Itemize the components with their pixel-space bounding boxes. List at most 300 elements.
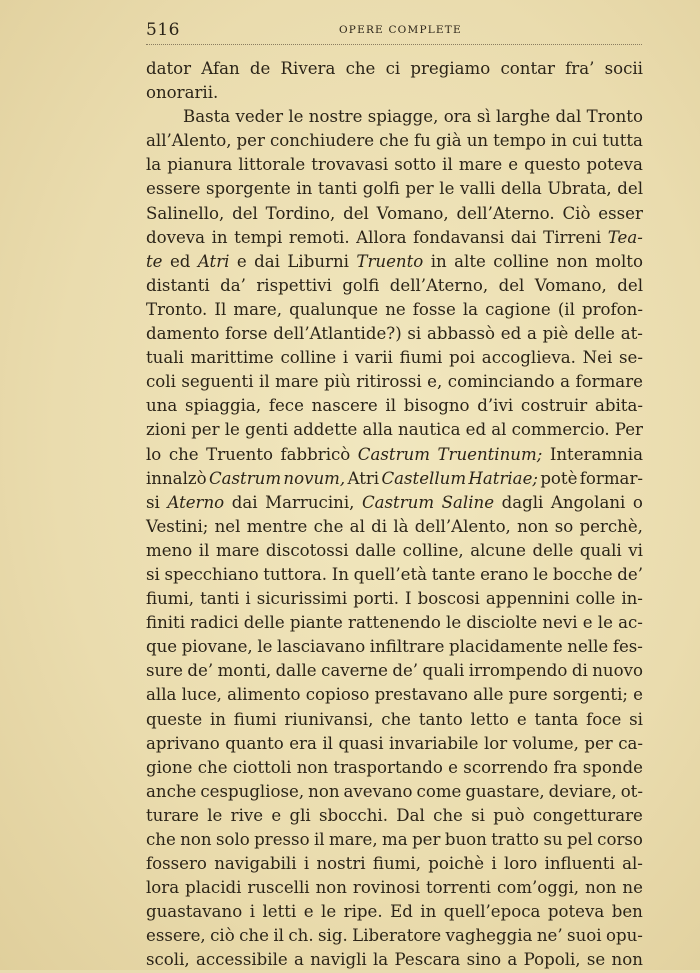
- word: si: [629, 709, 643, 729]
- word: formar-: [579, 468, 643, 488]
- italic-word: Aterno: [167, 492, 225, 512]
- word: non: [296, 757, 329, 777]
- word: delle: [243, 613, 285, 633]
- word: corso: [597, 830, 643, 849]
- word: mare: [215, 540, 260, 560]
- word: e: [633, 685, 643, 705]
- word: nostre: [308, 107, 363, 127]
- word: nautica: [398, 420, 461, 440]
- word: ma: [382, 830, 408, 849]
- word: Atri: [347, 468, 380, 488]
- word: in: [420, 902, 437, 922]
- word: alle: [473, 685, 504, 705]
- word: contar: [500, 59, 555, 78]
- word: qualunque: [289, 299, 379, 319]
- word: trovavasi: [311, 155, 389, 175]
- word: a: [507, 950, 518, 970]
- word: il: [259, 372, 270, 392]
- word: cominciando: [447, 372, 555, 392]
- word: i: [491, 854, 497, 874]
- word: i: [249, 902, 256, 922]
- word: riunivansi,: [284, 709, 374, 729]
- word: alla: [146, 685, 177, 705]
- word: invariabile: [389, 733, 479, 753]
- text-line: [146, 611, 643, 635]
- word: bocche: [552, 564, 613, 584]
- word: rispettivi: [256, 275, 332, 295]
- word: e: [582, 613, 593, 633]
- text-line: [146, 250, 643, 274]
- word: poteva: [586, 155, 643, 175]
- word: le: [597, 613, 613, 633]
- word: non: [517, 516, 549, 536]
- word: il: [385, 396, 397, 416]
- word: Dal: [396, 805, 425, 825]
- word: che: [313, 516, 344, 536]
- word: e: [271, 805, 282, 825]
- word: in: [550, 131, 567, 151]
- word: spiaggia,: [185, 396, 262, 416]
- text-line: [146, 876, 643, 900]
- word: pregiamo: [410, 59, 491, 78]
- word: sotto: [394, 155, 437, 175]
- word: il: [198, 540, 210, 560]
- word: d’ivi: [477, 396, 514, 416]
- italic-word: Tea-: [607, 227, 643, 247]
- text-line: [146, 418, 643, 442]
- word: quanto: [225, 733, 284, 753]
- word: conchiudere: [269, 131, 375, 151]
- word: letti: [262, 902, 297, 922]
- text-line: [146, 81, 643, 105]
- word: poichè: [428, 854, 485, 874]
- word: fece: [268, 396, 304, 416]
- word: mentre: [246, 516, 308, 536]
- word: trasportando: [333, 757, 443, 777]
- word: le: [533, 564, 549, 584]
- word: influenti: [544, 854, 615, 874]
- word: non: [611, 950, 643, 970]
- word: cagione: [485, 299, 551, 319]
- text-line: [146, 129, 643, 153]
- text-line: [146, 57, 643, 81]
- word: innalzò: [146, 468, 207, 488]
- text-line: [146, 177, 643, 201]
- word: si: [471, 805, 485, 825]
- word: rattenendo: [348, 613, 441, 633]
- word: piovane,: [181, 637, 253, 657]
- word: veder: [235, 107, 284, 127]
- word: scoli,: [146, 950, 190, 970]
- word: in: [211, 227, 228, 247]
- italic-word: novum,: [283, 468, 346, 488]
- word: placidi: [185, 878, 242, 898]
- word: poi: [449, 348, 476, 368]
- word: dal: [555, 107, 582, 127]
- body-text: [146, 57, 643, 973]
- word: che: [168, 444, 199, 464]
- word: tempi: [234, 227, 283, 247]
- word: varii: [354, 348, 393, 368]
- word: Truento: [206, 444, 273, 464]
- word: infiltrare: [369, 637, 445, 657]
- word: formare: [575, 372, 643, 392]
- word: ne’: [536, 926, 563, 946]
- word: fra’: [565, 59, 595, 78]
- word: tempo: [493, 131, 546, 151]
- word: già: [435, 131, 462, 151]
- word: era: [289, 733, 317, 753]
- word: discotossi: [265, 540, 349, 560]
- word: sig.: [318, 926, 348, 946]
- word: de’: [617, 564, 643, 584]
- word: Tronto: [586, 107, 643, 127]
- word: che: [197, 757, 228, 777]
- word: che: [146, 830, 176, 849]
- word: ne: [622, 878, 643, 898]
- word: mare,: [328, 830, 378, 849]
- word: ora: [443, 107, 472, 127]
- word: ed: [500, 324, 522, 344]
- word: quasi: [338, 733, 384, 753]
- text-line: [146, 394, 643, 418]
- word: fabbricò: [280, 444, 351, 464]
- word: il: [442, 155, 453, 175]
- word: e: [303, 902, 314, 922]
- word: pianura: [167, 155, 233, 175]
- running-head: OPERE COMPLETE: [339, 24, 462, 36]
- word: caverne: [321, 661, 388, 681]
- text-line: [146, 708, 643, 732]
- word: vagheggia: [445, 926, 533, 946]
- word: in-: [621, 589, 643, 609]
- word: potè: [540, 468, 578, 488]
- word: i: [245, 589, 251, 609]
- word: turare: [146, 805, 199, 825]
- word: al-: [622, 854, 643, 874]
- word: coli: [146, 372, 176, 392]
- word: navigabili: [214, 854, 297, 874]
- word: all’Alento,: [146, 131, 232, 151]
- word: Tirreni: [543, 227, 602, 247]
- text-line: [146, 515, 643, 539]
- text-line: [146, 732, 643, 756]
- word: non: [556, 251, 588, 271]
- word: può: [493, 805, 525, 825]
- text-line: [146, 900, 643, 924]
- word: foce: [586, 709, 622, 729]
- word: non: [308, 781, 340, 801]
- text-line: [146, 659, 643, 683]
- word: volume,: [512, 733, 579, 753]
- word: un: [466, 131, 489, 151]
- word: navigli: [310, 950, 367, 970]
- word: fosse: [412, 299, 456, 319]
- word: at-: [620, 324, 643, 344]
- word: Ciò: [562, 203, 591, 223]
- word: tanti: [317, 179, 358, 199]
- word: de’: [187, 661, 214, 681]
- word: zioni: [146, 420, 187, 440]
- word: piante: [289, 613, 343, 633]
- word: alimento: [227, 685, 301, 705]
- word: in: [430, 251, 447, 271]
- word: che: [381, 709, 411, 729]
- word: bisogno: [403, 396, 470, 416]
- word: fes-: [612, 637, 643, 657]
- word: que: [146, 637, 178, 657]
- word: sure: [146, 661, 183, 681]
- word: Vestini;: [146, 516, 209, 536]
- word: a: [560, 372, 570, 392]
- word: erano: [480, 564, 529, 584]
- word: spiagge,: [367, 107, 439, 127]
- word: nuovo: [592, 661, 643, 681]
- word: vi: [628, 540, 643, 560]
- text-line: [146, 274, 643, 298]
- word: Vomano,: [534, 275, 607, 295]
- word: e: [508, 155, 519, 175]
- word: poteva: [547, 902, 605, 922]
- text-line: [146, 346, 643, 370]
- word: lor: [483, 733, 508, 753]
- word: che: [433, 805, 463, 825]
- word: cui: [572, 131, 598, 151]
- word: o: [632, 492, 643, 512]
- word: mare,: [233, 299, 283, 319]
- word: specchiano: [164, 564, 259, 584]
- word: marittime: [190, 348, 274, 368]
- word: questo: [524, 155, 581, 175]
- word: sbocchi.: [319, 805, 388, 825]
- word: del: [343, 203, 369, 223]
- word: piè: [542, 324, 569, 344]
- word: addette: [293, 420, 358, 440]
- word: Angolani: [550, 492, 626, 512]
- word: nel: [214, 516, 241, 536]
- word: quali: [579, 540, 622, 560]
- text-line: [146, 539, 643, 563]
- word: tanto: [418, 709, 463, 729]
- page-header: [146, 18, 642, 45]
- word: Nei: [582, 348, 613, 368]
- word: Ed: [390, 902, 413, 922]
- text-line: [146, 852, 643, 876]
- word: disciolte: [466, 613, 538, 633]
- word: sino: [466, 950, 502, 970]
- word: di: [571, 661, 588, 681]
- word: letto: [470, 709, 510, 729]
- word: ca-: [618, 733, 643, 753]
- text-line: [146, 322, 643, 346]
- word: molto: [595, 251, 643, 271]
- word: gli: [289, 805, 311, 825]
- italic-word: Castellum: [381, 468, 467, 488]
- word: Popoli,: [523, 950, 581, 970]
- word: pel: [567, 830, 593, 849]
- word: profon-: [582, 299, 643, 319]
- text-line: [146, 467, 643, 491]
- word: ritirossi: [356, 372, 422, 392]
- word: per: [405, 179, 434, 199]
- text-line: [146, 443, 643, 467]
- word: non: [180, 830, 212, 849]
- word: onorarii.: [146, 83, 219, 103]
- word: aprivano: [146, 733, 220, 753]
- word: gione: [146, 757, 193, 777]
- word: fiumi: [233, 709, 277, 729]
- italic-word: te: [146, 251, 163, 271]
- word: se: [586, 950, 606, 970]
- word: per: [191, 420, 220, 440]
- word: che: [345, 59, 376, 78]
- word: porti.: [353, 589, 399, 609]
- word: Marrucini,: [265, 492, 355, 512]
- word: littorale: [238, 155, 306, 175]
- word: loro: [503, 854, 538, 874]
- word: i: [342, 348, 349, 368]
- word: e: [236, 251, 247, 271]
- word: tanta: [534, 709, 579, 729]
- word: damento: [146, 324, 220, 344]
- text-line: [146, 202, 643, 226]
- word: guastare,: [465, 781, 545, 801]
- word: le: [321, 902, 337, 922]
- word: forse: [225, 324, 268, 344]
- word: golfi: [342, 275, 380, 295]
- word: anche: [146, 781, 197, 801]
- word: buon: [444, 830, 487, 849]
- word: sporgente: [206, 179, 291, 199]
- word: larghe: [495, 107, 551, 127]
- word: remoti.: [288, 227, 350, 247]
- word: Pescara: [394, 950, 461, 970]
- word: dai: [231, 492, 258, 512]
- word: commercio.: [511, 420, 610, 440]
- word: tutta: [602, 131, 643, 151]
- word: fiumi,: [146, 589, 195, 609]
- word: quali: [422, 661, 465, 681]
- text-line: [146, 226, 643, 250]
- word: tratto: [491, 830, 540, 849]
- word: dell’Aterno.: [456, 203, 555, 223]
- word: ruscelli: [247, 878, 310, 898]
- word: le: [439, 179, 455, 199]
- word: dalle: [275, 661, 317, 681]
- word: da’: [220, 275, 246, 295]
- word: lasciavano: [277, 637, 366, 657]
- word: fossero: [146, 854, 207, 874]
- word: (il: [557, 299, 575, 319]
- word: perchè,: [579, 516, 643, 536]
- word: al: [491, 420, 507, 440]
- word: Liburni: [287, 251, 349, 271]
- word: sponde: [582, 757, 643, 777]
- word: sorgenti;: [552, 685, 628, 705]
- word: I: [405, 589, 412, 609]
- word: dagli: [501, 492, 544, 512]
- word: abita-: [594, 396, 643, 416]
- text-line: [146, 370, 643, 394]
- word: che: [239, 926, 269, 946]
- text-line: [146, 491, 643, 515]
- word: per: [236, 131, 265, 151]
- word: seguenti: [181, 372, 254, 392]
- italic-word: Castrum: [361, 492, 435, 512]
- italic-word: Truento: [356, 251, 424, 271]
- word: il: [273, 926, 284, 946]
- word: colline,: [402, 540, 464, 560]
- word: de: [249, 59, 271, 78]
- word: e: [516, 709, 527, 729]
- word: dai: [510, 227, 537, 247]
- word: Per: [614, 420, 643, 440]
- word: Il: [214, 299, 227, 319]
- word: ot-: [620, 781, 643, 801]
- text-line: [146, 298, 643, 322]
- word: ben: [611, 902, 643, 922]
- word: dai: [254, 251, 280, 271]
- word: colline: [280, 348, 337, 368]
- word: la: [146, 155, 162, 175]
- word: come: [416, 781, 462, 801]
- word: Afan: [201, 59, 240, 78]
- word: se-: [619, 348, 643, 368]
- word: suoi: [567, 926, 602, 946]
- italic-word: Hatriae;: [468, 468, 538, 488]
- word: dell’Atlantide?): [273, 324, 402, 344]
- word: là: [393, 516, 409, 536]
- word: della: [500, 179, 542, 199]
- word: in: [209, 709, 226, 729]
- word: le: [207, 805, 223, 825]
- text-line: [146, 828, 643, 852]
- word: delle: [574, 324, 615, 344]
- word: so: [554, 516, 574, 536]
- word: guastavano: [146, 902, 243, 922]
- word: dalle: [355, 540, 397, 560]
- word: alcune: [470, 540, 526, 560]
- word: genti: [244, 420, 289, 440]
- page-number: 516: [146, 20, 180, 40]
- italic-word: Atri: [197, 251, 230, 271]
- word: il: [322, 733, 333, 753]
- word: scorrendo: [463, 757, 549, 777]
- word: Interamnia: [549, 444, 643, 464]
- word: Ubrata,: [547, 179, 612, 199]
- word: dator: [146, 59, 192, 78]
- word: si: [407, 324, 422, 344]
- word: delle: [532, 540, 574, 560]
- word: lo: [146, 444, 162, 464]
- word: si: [146, 492, 160, 512]
- word: ripe.: [343, 902, 383, 922]
- word: le: [224, 420, 240, 440]
- word: monti,: [217, 661, 272, 681]
- word: copioso: [305, 685, 370, 705]
- word: tante: [431, 564, 476, 584]
- word: Basta: [183, 107, 231, 127]
- word: prestavano: [374, 685, 468, 705]
- word: ch.: [288, 926, 314, 946]
- word: ed: [465, 420, 487, 440]
- italic-word: Castrum: [357, 444, 430, 464]
- word: la: [462, 299, 479, 319]
- word: essere,: [146, 926, 206, 946]
- text-line: [146, 153, 643, 177]
- text-line: [146, 563, 643, 587]
- word: solo: [215, 830, 250, 849]
